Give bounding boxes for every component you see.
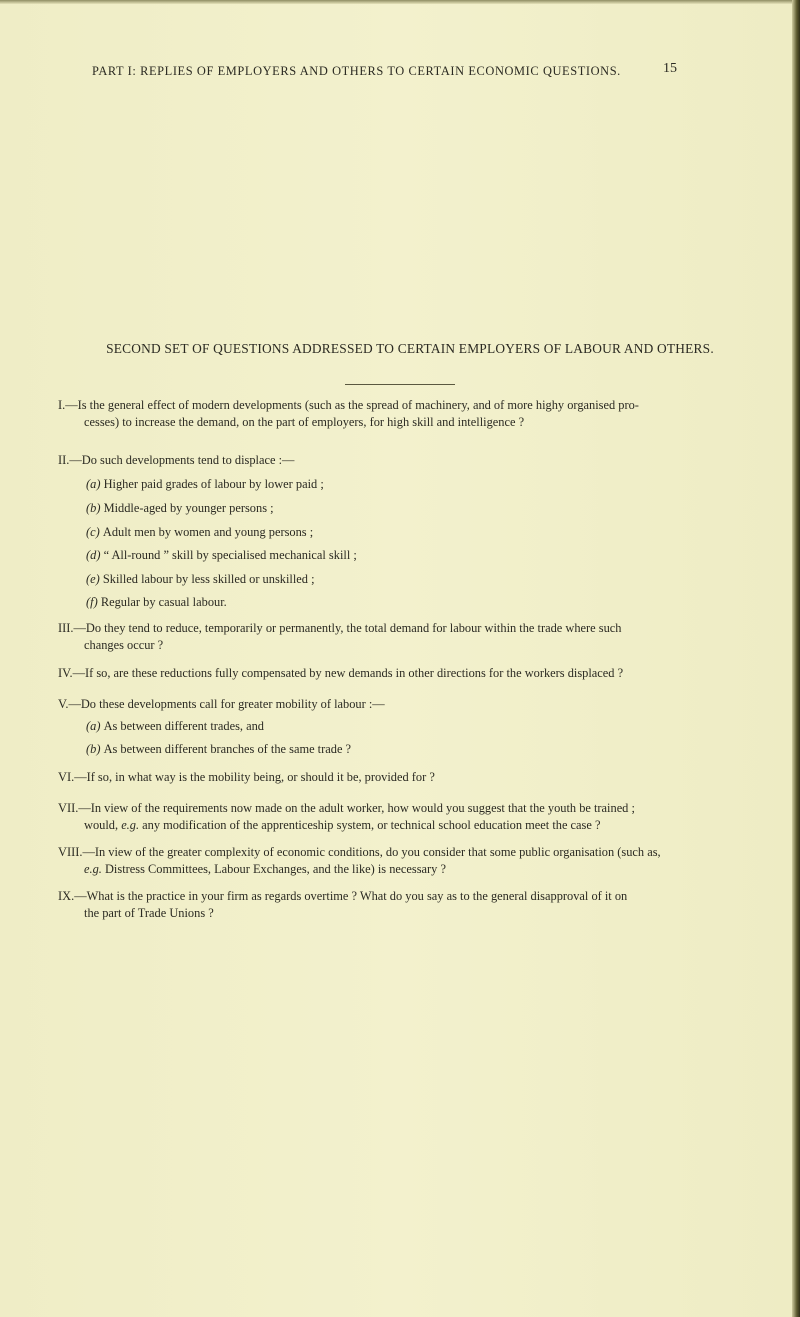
question-8-line2-post: Distress Committees, Labour Exchanges, and the like) is necessary ? xyxy=(101,862,446,876)
question-4-number: IV. xyxy=(58,666,73,680)
question-5-number: V. xyxy=(58,697,69,711)
question-5-sub-b xyxy=(86,741,351,758)
question-8-number: VIII. xyxy=(58,845,83,859)
question-9-text-line2: the part of Trade Unions ? xyxy=(84,906,214,920)
title-rule xyxy=(345,384,455,385)
sub-text: Adult men by women and young persons ; xyxy=(102,525,314,539)
sub-label: (d) xyxy=(86,548,101,562)
question-3-number: III. xyxy=(58,621,74,635)
sub-text: As between different branches of the same trade ? xyxy=(103,742,352,756)
question-7-line2-eg: e.g. xyxy=(121,818,140,832)
question-7-line2-pre: would, xyxy=(84,818,122,832)
question-3-text-line2: changes occur ? xyxy=(84,638,164,652)
sub-text: As between different trades, and xyxy=(103,719,265,733)
question-8-line2-eg: e.g. xyxy=(84,862,102,876)
question-1-text-line2: cesses) to increase the demand, on the part of employers, for high skill and intelligence ? xyxy=(84,415,525,429)
question-7 xyxy=(58,800,770,834)
question-6 xyxy=(58,769,770,786)
question-8-text-line2 xyxy=(58,861,770,878)
question-1 xyxy=(58,397,770,431)
page-top-edge xyxy=(0,0,800,4)
question-3 xyxy=(58,620,770,654)
question-2-sub-a xyxy=(86,476,324,493)
question-6-number: VI. xyxy=(58,770,75,784)
question-2-number: II. xyxy=(58,453,70,467)
question-9-number: IX. xyxy=(58,889,75,903)
sub-label: (a) xyxy=(86,719,101,733)
sub-label: (c) xyxy=(86,525,100,539)
sub-label: (b) xyxy=(86,501,101,515)
question-5 xyxy=(58,696,770,713)
sub-label: (a) xyxy=(86,477,101,491)
question-2-sub-e xyxy=(86,571,315,588)
page-right-edge xyxy=(792,0,800,1317)
question-2-sub-d xyxy=(86,547,357,564)
question-2-sub-b xyxy=(86,500,274,517)
question-2 xyxy=(58,452,770,469)
question-8 xyxy=(58,844,770,878)
sub-label: (f) xyxy=(86,595,98,609)
question-9 xyxy=(58,888,770,922)
question-1-text-line1: —Is the general effect of modern developments (such as the spread of machinery, and of more highy organised pro- xyxy=(65,398,639,412)
question-4 xyxy=(58,665,770,682)
sub-text: Regular by casual labour. xyxy=(100,595,227,609)
sub-text: “ All-round ” skill by specialised mechanical skill ; xyxy=(103,548,357,562)
question-2-text: —Do such developments tend to displace :— xyxy=(69,453,295,467)
question-3-text-line1: —Do they tend to reduce, temporarily or permanently, the total demand for labour within the trade where such xyxy=(73,621,622,635)
question-2-sub-f xyxy=(86,594,227,611)
document-title: SECOND SET OF QUESTIONS ADDRESSED TO CERTAIN EMPLOYERS OF LABOUR AND OTHERS. xyxy=(106,341,714,356)
page-number: 15 xyxy=(663,61,677,76)
question-5-sub-a xyxy=(86,718,264,735)
question-9-text-line1: —What is the practice in your firm as regards overtime ? What do you say as to the general disapproval of it on xyxy=(74,889,628,903)
sub-label: (e) xyxy=(86,572,100,586)
sub-text: Higher paid grades of labour by lower paid ; xyxy=(103,477,324,491)
question-4-text: —If so, are these reductions fully compensated by new demands in other directions for the workers displaced ? xyxy=(72,666,624,680)
sub-label: (b) xyxy=(86,742,101,756)
question-7-text-line1: —In view of the requirements now made on the adult worker, how would you suggest that the youth be trained ; xyxy=(78,801,635,815)
running-head: PART I: REPLIES OF EMPLOYERS AND OTHERS TO CERTAIN ECONOMIC QUESTIONS. xyxy=(92,64,621,78)
sub-text: Middle-aged by younger persons ; xyxy=(103,501,274,515)
question-2-sub-c xyxy=(86,524,313,541)
question-7-number: VII. xyxy=(58,801,79,815)
question-1-number: I. xyxy=(58,398,66,412)
question-7-line2-post: any modification of the apprenticeship system, or technical school education meet the case ? xyxy=(139,818,601,832)
question-8-text-line1: —In view of the greater complexity of economic conditions, do you consider that some public organisation (such as, xyxy=(82,845,661,859)
question-5-text: —Do these developments call for greater mobility of labour :— xyxy=(68,697,385,711)
question-7-text-line2 xyxy=(58,817,770,834)
question-6-text: —If so, in what way is the mobility being, or should it be, provided for ? xyxy=(74,770,435,784)
sub-text: Skilled labour by less skilled or unskilled ; xyxy=(102,572,315,586)
